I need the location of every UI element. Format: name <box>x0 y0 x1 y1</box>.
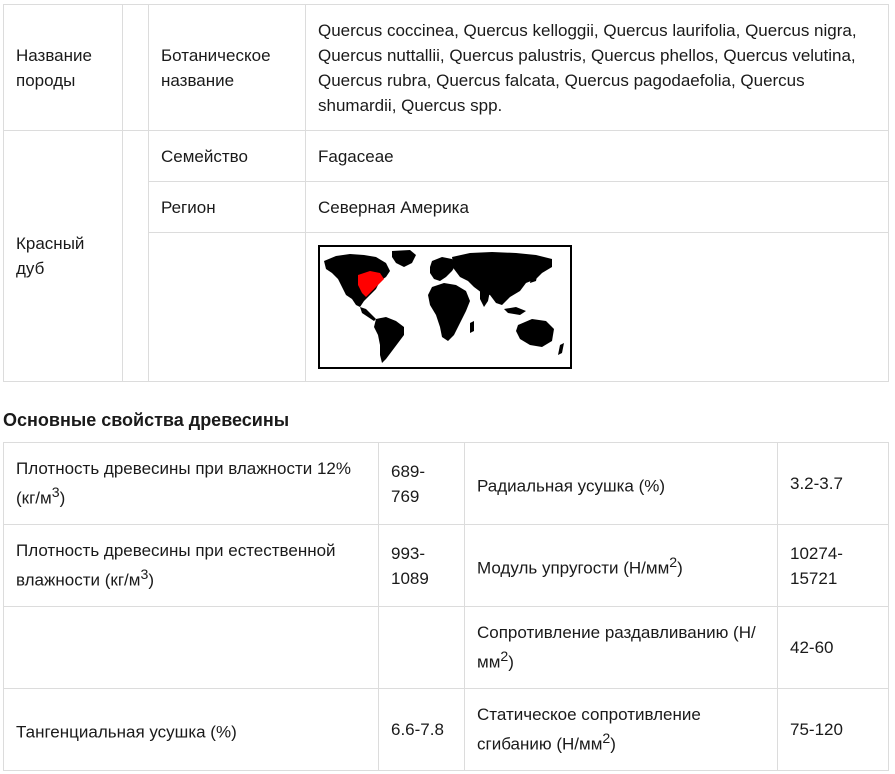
property-value: 42-60 <box>790 638 834 657</box>
property-value-cell <box>778 525 889 607</box>
property-value-cell <box>778 689 889 771</box>
region-value-cell <box>306 182 889 233</box>
property-value: 993-1089 <box>391 543 429 588</box>
property-value: 10274-15721 <box>790 543 843 588</box>
property-value-cell <box>778 443 889 525</box>
region-label: Регион <box>161 197 216 217</box>
madagascar-shape <box>470 321 474 333</box>
property-unit-sup: 3 <box>51 485 60 502</box>
property-value-cell <box>379 443 465 525</box>
property-label-cell <box>4 443 379 525</box>
property-label: Радиальная усушка (%) <box>477 476 666 496</box>
property-label: Сопротивление раздавливанию (Н/мм <box>477 623 756 672</box>
india-shape <box>480 289 490 307</box>
property-label-cell <box>4 689 379 771</box>
new-zealand-shape <box>558 343 564 355</box>
properties-heading: Основные свойства древесины <box>3 410 290 430</box>
property-unit-close: ) <box>677 558 683 578</box>
name-label-cell <box>4 5 123 131</box>
species-info-table <box>3 4 889 382</box>
property-unit-sup: 2 <box>669 554 678 571</box>
table-row <box>4 689 889 771</box>
property-label: Модуль упругости (Н/мм <box>477 558 670 578</box>
wood-properties-table <box>3 442 889 771</box>
species-name-cell <box>4 131 123 382</box>
table-row <box>4 443 889 525</box>
property-label-cell <box>4 607 379 689</box>
central-america-shape <box>360 307 376 321</box>
europe-shape <box>430 257 456 281</box>
property-unit-sup: 3 <box>140 567 149 584</box>
species-name: Красный дуб <box>16 234 85 278</box>
property-label: Плотность древесины при естественной влажности (кг/м <box>16 541 336 590</box>
property-label-cell <box>465 607 778 689</box>
property-value-cell <box>778 607 889 689</box>
table-row <box>4 525 889 607</box>
property-label-cell <box>4 525 379 607</box>
property-value: 6.6-7.8 <box>391 720 444 739</box>
world-map-image <box>320 247 570 367</box>
south-america-shape <box>374 317 404 363</box>
property-value-cell <box>379 607 465 689</box>
botanical-value-cell <box>306 5 889 131</box>
spacer-cell <box>123 5 149 131</box>
table-row <box>4 607 889 689</box>
africa-shape <box>428 283 470 341</box>
property-label: Статическое сопротивление сгибанию (Н/мм <box>477 705 701 754</box>
property-label-cell <box>465 689 778 771</box>
property-label: Плотность древесины при влажности 12% (кг/м <box>16 459 351 508</box>
property-label: Тангенциальная усушка (%) <box>16 722 237 742</box>
property-unit-close: ) <box>508 652 514 672</box>
empty-cell <box>149 233 306 382</box>
botanical-label: Ботаническое название <box>161 45 271 90</box>
property-unit-sup: 2 <box>602 731 611 748</box>
property-label-cell <box>465 443 778 525</box>
property-unit-sup: 2 <box>500 649 509 666</box>
greenland-shape <box>392 250 416 267</box>
property-value-cell <box>379 689 465 771</box>
property-value: 3.2-3.7 <box>790 474 843 493</box>
property-label-cell <box>465 525 778 607</box>
property-unit-close: ) <box>59 488 66 508</box>
world-map <box>318 245 572 369</box>
name-label: Название породы <box>16 45 92 90</box>
property-unit-close: ) <box>610 734 616 754</box>
property-value-cell <box>379 525 465 607</box>
region-label-cell <box>149 182 306 233</box>
region-value: Северная Америка <box>318 197 469 217</box>
spacer-cell <box>123 131 149 382</box>
indonesia-shape <box>504 307 526 315</box>
property-unit-close: ) <box>148 570 154 590</box>
family-value-cell <box>306 131 889 182</box>
botanical-value: Quercus coccinea, Quercus kelloggii, Quercus laurifolia, Quercus nigra, Quercus nuttallii, Quercus palustris, Quercus phellos, Quercus velutina, Quercus rubra, Quercus falcata, Quercus pagodaefolia, Quercus shumardii, Quercus spp. <box>318 20 857 115</box>
property-value: 75-120 <box>790 720 843 739</box>
family-label: Семейство <box>161 146 248 166</box>
property-value: 689-769 <box>391 461 426 506</box>
botanical-label-cell <box>149 5 306 131</box>
family-label-cell <box>149 131 306 182</box>
family-value: Fagaceae <box>318 146 394 166</box>
australia-shape <box>516 319 554 347</box>
map-cell <box>306 233 889 382</box>
